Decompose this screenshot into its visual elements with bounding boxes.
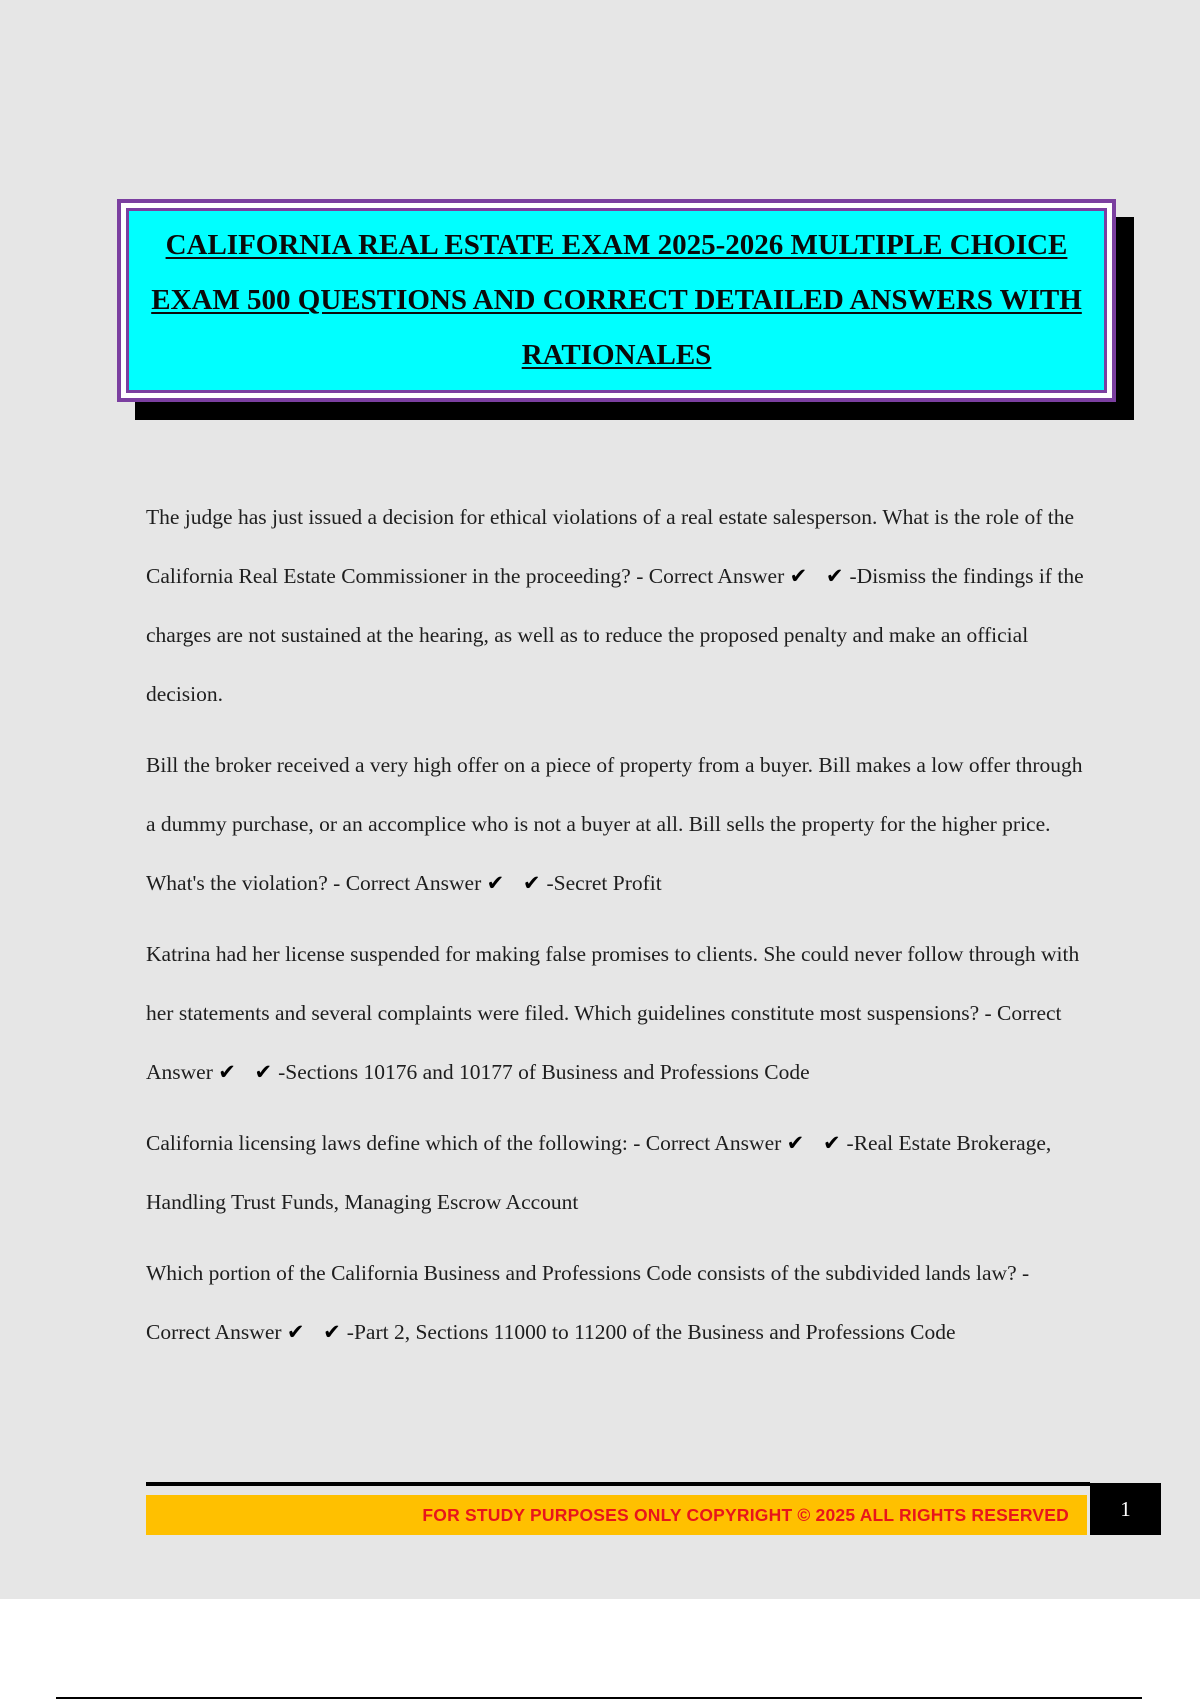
page-number: 1 [1120, 1496, 1131, 1521]
question-text: The judge has just issued a decision for ethical violations of a real estate salesperson. What is the role of the California Real Estate Commissioner in the proceeding? [146, 505, 1075, 588]
title-box [117, 199, 1116, 402]
answer-text: -Sections 10176 and 10177 of Business and Professions Code [278, 1060, 810, 1084]
question-item [146, 736, 1096, 913]
footer-banner [146, 1495, 1087, 1535]
question-text: Bill the broker received a very high offer on a piece of property from a buyer. Bill makes a low offer through a dummy purchase, or an accomplice who is not a buyer at all. Bill sells the property for the higher price. What's the violation? [146, 753, 1083, 895]
answer-text: -Secret Profit [546, 871, 662, 895]
answer-label: - Correct Answer [627, 1131, 782, 1155]
double-check-icon: ✔ ✔ [286, 1320, 347, 1344]
answer-text: -Real Estate Brokerage, Handling Trust Funds, Managing Escrow Account [146, 1131, 1052, 1214]
answer-text: -Dismiss the findings if the charges are not sustained at the hearing, as well as to reduce the proposed penalty and make an official decision. [146, 564, 1084, 706]
answer-label: - Correct Answer [327, 871, 482, 895]
page-number-box [1090, 1483, 1161, 1535]
question-text: Which portion of the California Business and Professions Code consists of the subdivided lands law? [146, 1261, 1017, 1285]
double-check-icon: ✔ ✔ [789, 564, 850, 588]
answer-text: -Part 2, Sections 11000 to 11200 of the Business and Professions Code [346, 1320, 956, 1344]
question-list [146, 488, 1096, 1374]
question-text: Katrina had her license suspended for making false promises to clients. She could never follow through with her statements and several complaints were filed. Which guidelines constitute most suspensions? [146, 942, 1080, 1025]
double-check-icon: ✔ ✔ [486, 871, 547, 895]
question-item [146, 925, 1096, 1102]
double-check-icon: ✔ ✔ [786, 1131, 847, 1155]
question-item [146, 1244, 1096, 1362]
question-item [146, 1114, 1096, 1232]
answer-label: - Correct Answer [146, 1261, 1030, 1344]
question-item [146, 488, 1096, 724]
document-title: CALIFORNIA REAL ESTATE EXAM 2025-2026 MULTIPLE CHOICE EXAM 500 QUESTIONS AND CORRECT DETAILED ANSWERS WITH RATIONALES [151, 229, 1082, 371]
answer-label: - Correct Answer [146, 1001, 1062, 1084]
footer-divider [146, 1482, 1090, 1486]
answer-label: - Correct Answer [630, 564, 785, 588]
question-text: California licensing laws define which of the following: [146, 1131, 628, 1155]
next-page-rule [56, 1697, 1142, 1699]
double-check-icon: ✔ ✔ [218, 1060, 279, 1084]
copyright-notice: FOR STUDY PURPOSES ONLY COPYRIGHT © 2025 ALL RIGHTS RESERVED [422, 1504, 1069, 1525]
title-box-inner [126, 208, 1107, 393]
